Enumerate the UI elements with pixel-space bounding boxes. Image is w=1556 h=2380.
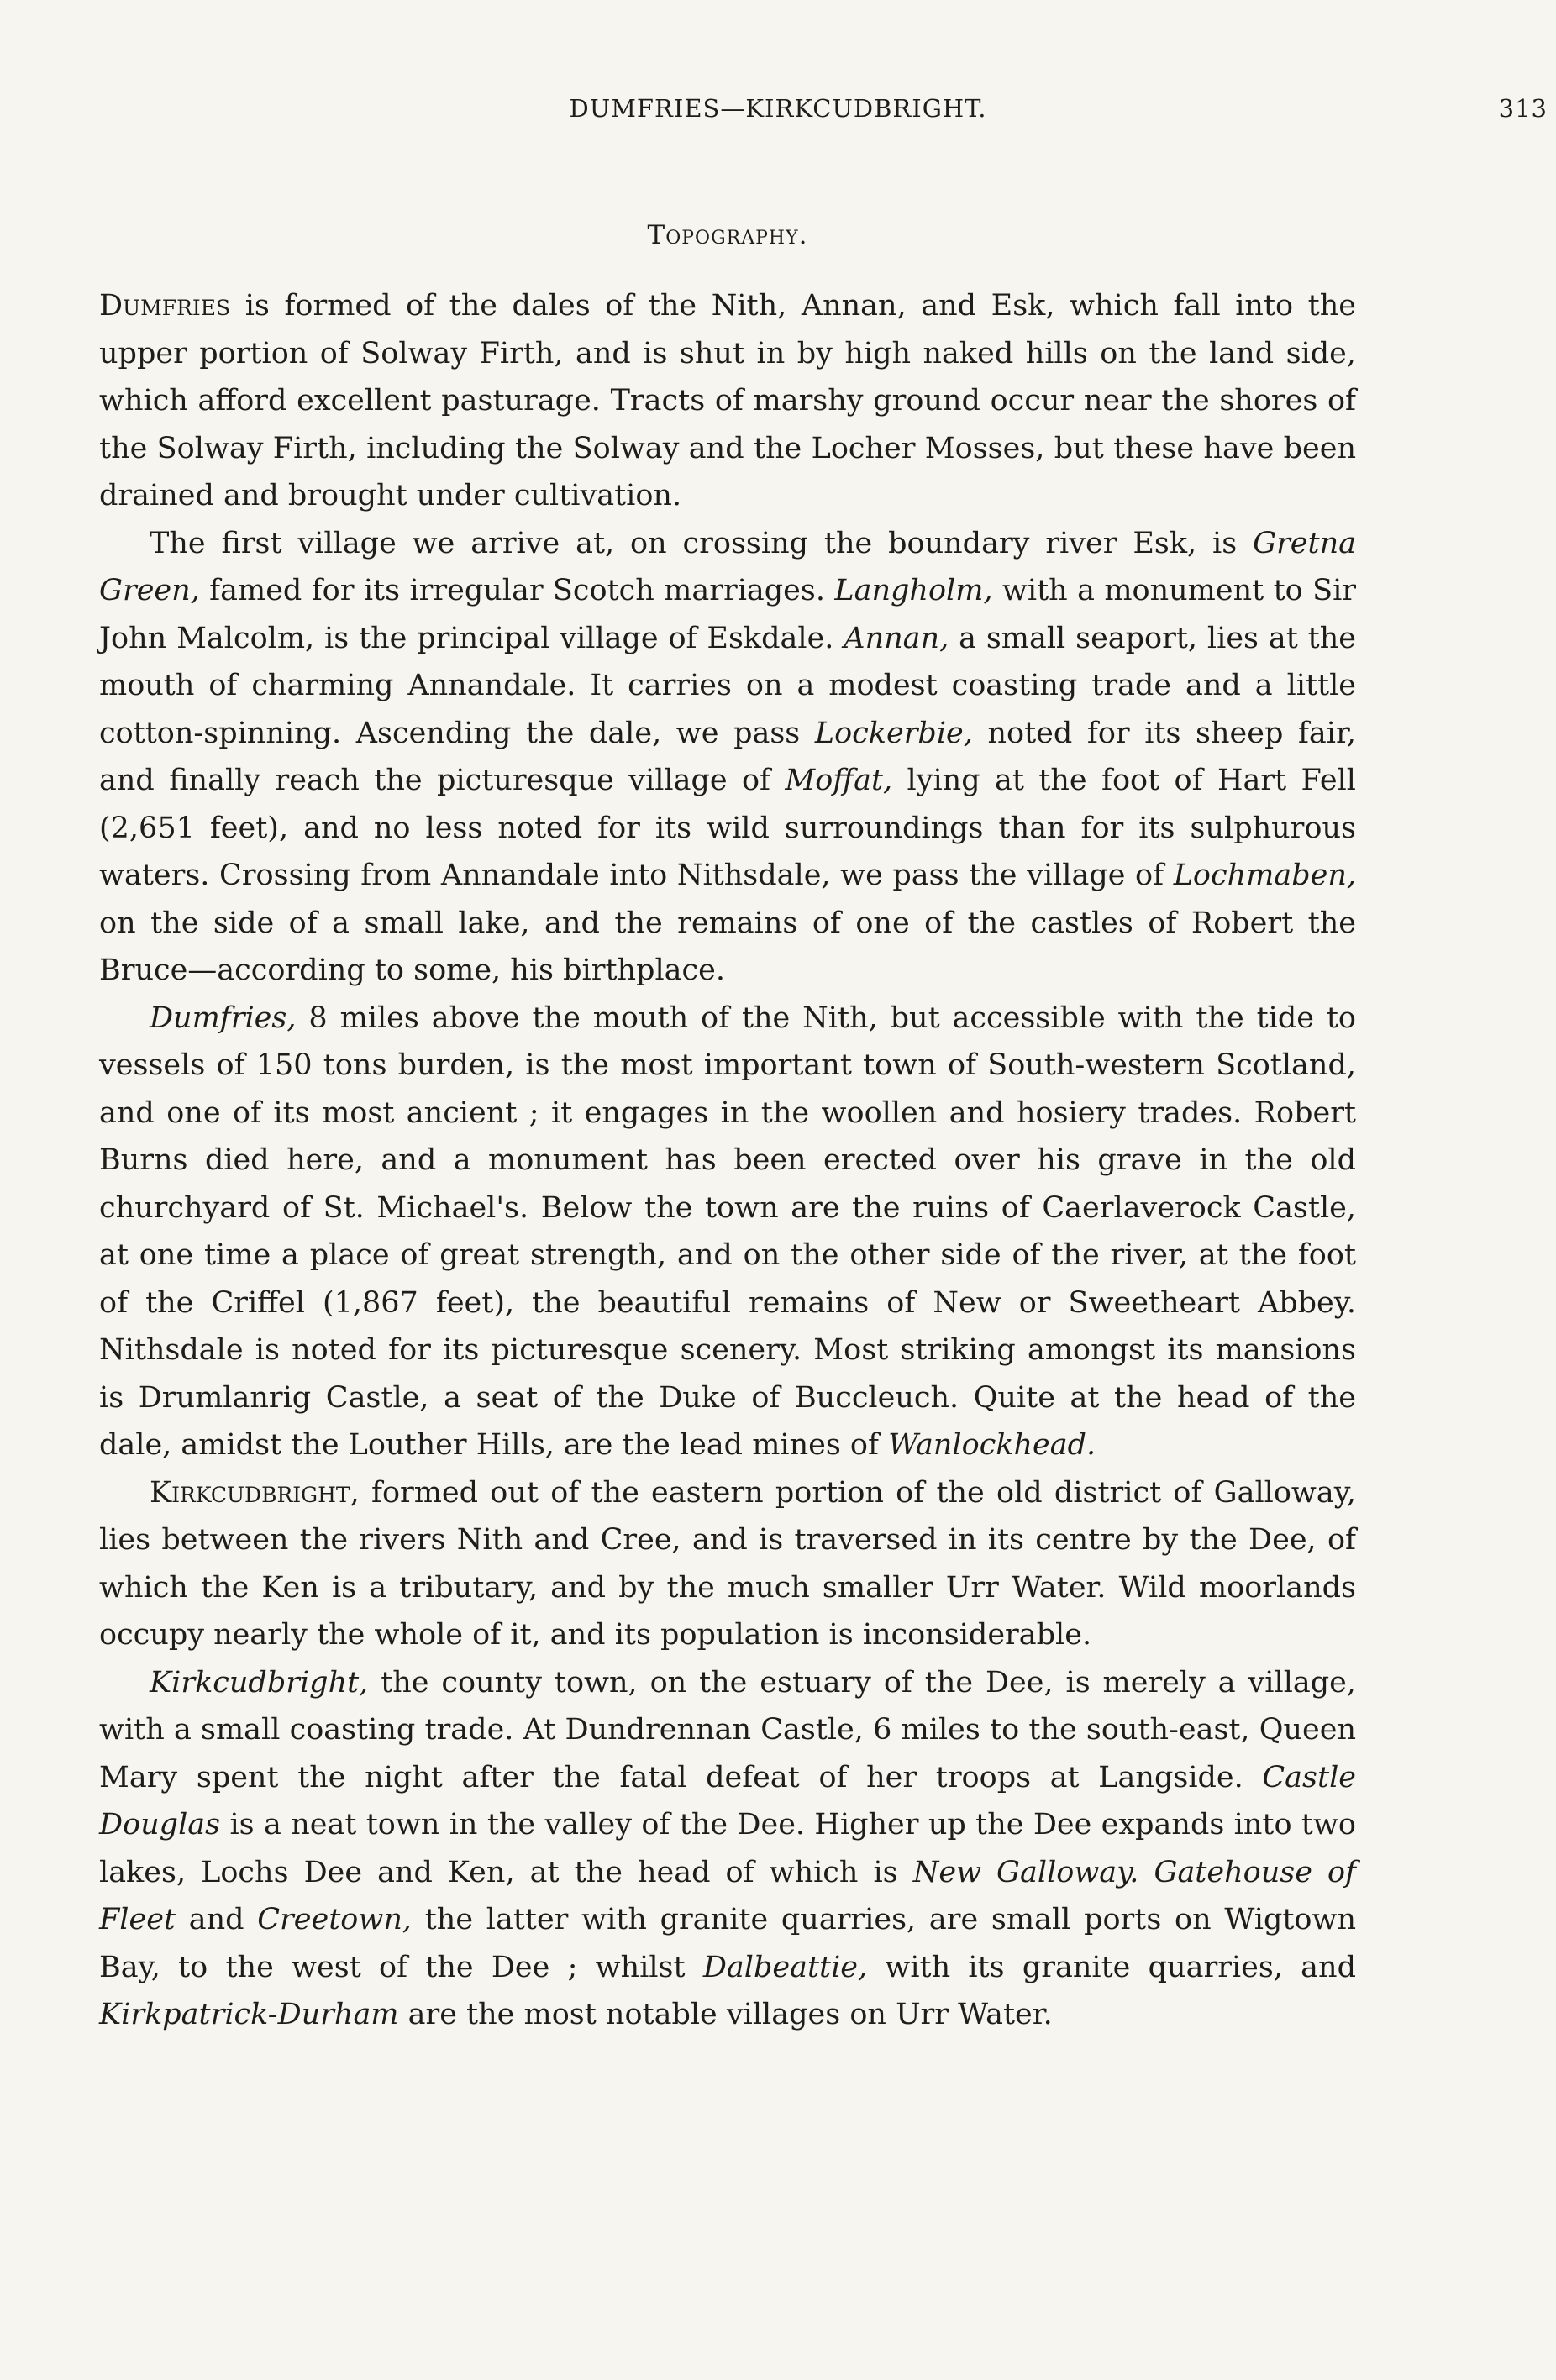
county-name-dumfries: Dumfries [99,289,231,323]
place-name: Lochmaben, [1173,859,1356,892]
text-span: the county town, on the estuary of the Dee, is merely a village, with a small coasting trade. At Dundrennan Castle, 6 miles to the south-east, Queen Mary spent the night after the fatal defeat of her troops at Langside. [99,1665,1356,1794]
place-name: Dalbeattie, [702,1950,868,1984]
text-span: 8 miles above the mouth of the Nith, but accessible with the tide to vessels of 150 tons burden, is the most important town of South-western Scotland, and one of its most ancient ; it engages in the woollen and hosiery trades. Robert Burns died here, and a monument has been erected over his grave in the old churchyard of St. Michael's. Below the town are the ruins of Caerlaverock Castle, at one time a place of great strength, and on the other side of the river, at the foot of the Criffel (1,867 feet), the beautiful remains of New or Sweetheart Abbey. Nithsdale is noted for its picturesque scenery. Most striking amongst its mansions is Drumlanrig Castle, a seat of the Duke of Buccleuch. Quite at the head of the dale, amidst the Louther Hills, are the lead mines of [99,1001,1356,1462]
text-span: with a monument to Sir John Malcolm, is the principal village of Eskdale. [99,574,1356,655]
place-name: Gretna Green, [99,526,1356,607]
text-span: a small seaport, lies at the mouth of charming Annandale. It carries on a modest coasting trade and a little cotton-spinning. Ascending the dale, we pass [99,621,1356,750]
text-span: lying at the foot of Hart Fell (2,651 feet), and no less noted for its wild surroundings than for its sulphurous waters. Crossing from Annandale into Nithsdale, we pass the village of [99,764,1356,892]
paragraph-kirkcudbright-county [99,1469,1356,1659]
text-span: is a neat town in the valley of the Dee. Higher up the Dee expands into two lakes, Lochs Dee and Ken, at the head of which is [99,1808,1356,1889]
running-header [99,94,1548,136]
text-span: and [175,1903,258,1936]
section-title: Topography. [647,220,808,250]
page-number: 313 [1498,94,1548,123]
text-span: is formed of the dales of the Nith, Annan, and Esk, which fall into the upper portion of Solway Firth, and is shut in by high naked hills on the land side, which afford excellent pasturage. Tracts of marshy ground occur near the shores of the Solway Firth, including the Solway and the Locher Mosses, but these have been drained and brought under cultivation. [99,289,1356,512]
paragraph-villages [99,520,1356,995]
text-span: are the most notable villages on Urr Water. [398,1998,1053,2031]
text-span: The first village we arrive at, on crossing the boundary river Esk, is [150,526,1254,560]
place-name: Kirkpatrick-Durham [99,1998,399,2031]
place-name: Dumfries, [150,1001,297,1035]
paragraph-dumfries-intro [99,282,1356,520]
running-title: DUMFRIES—KIRKCUDBRIGHT. [569,94,987,123]
text-span: noted for its sheep fair, and finally reach the picturesque village of [99,716,1356,797]
text-span: formed out of the eastern portion of the old district of Galloway, lies between the rivers Nith and Cree, and is traversed in its centre by the Dee, of which the Ken is a tributary, and by the much smaller Urr Water. Wild moorlands occupy nearly the whole of it, and its population is inconsiderable. [99,1475,1356,1652]
place-name: Lockerbie, [814,716,973,750]
text-span: the latter with granite quarries, are small ports on Wigtown Bay, to the west of the Dee ; whilst [99,1903,1356,1984]
place-name: Moffat, [785,764,893,797]
place-name: Kirkcudbright, [150,1665,369,1700]
place-name: Gatehouse of Fleet [99,1855,1356,1936]
text-span: famed for its irregular Scotch marriages. [199,574,835,607]
place-name: Langholm, [834,574,993,607]
place-name: New Galloway. [912,1855,1139,1889]
text-span [1138,1856,1154,1889]
place-name: Wanlockhead. [888,1428,1096,1462]
paragraph-dumfries-town [99,995,1356,1469]
text-span: on the side of a small lake, and the remains of one of the castles of Robert the Bruce—according to some, his birthplace. [99,906,1356,987]
text-span: with its granite quarries, and [867,1950,1356,1984]
county-name-kirkcudbright: Kirkcudbright, [150,1475,360,1510]
place-name: Castle Douglas [99,1760,1356,1841]
paragraph-kirkcudbright-towns [99,1659,1356,2039]
place-name: Annan, [844,621,949,655]
place-name: Creetown, [257,1903,412,1936]
